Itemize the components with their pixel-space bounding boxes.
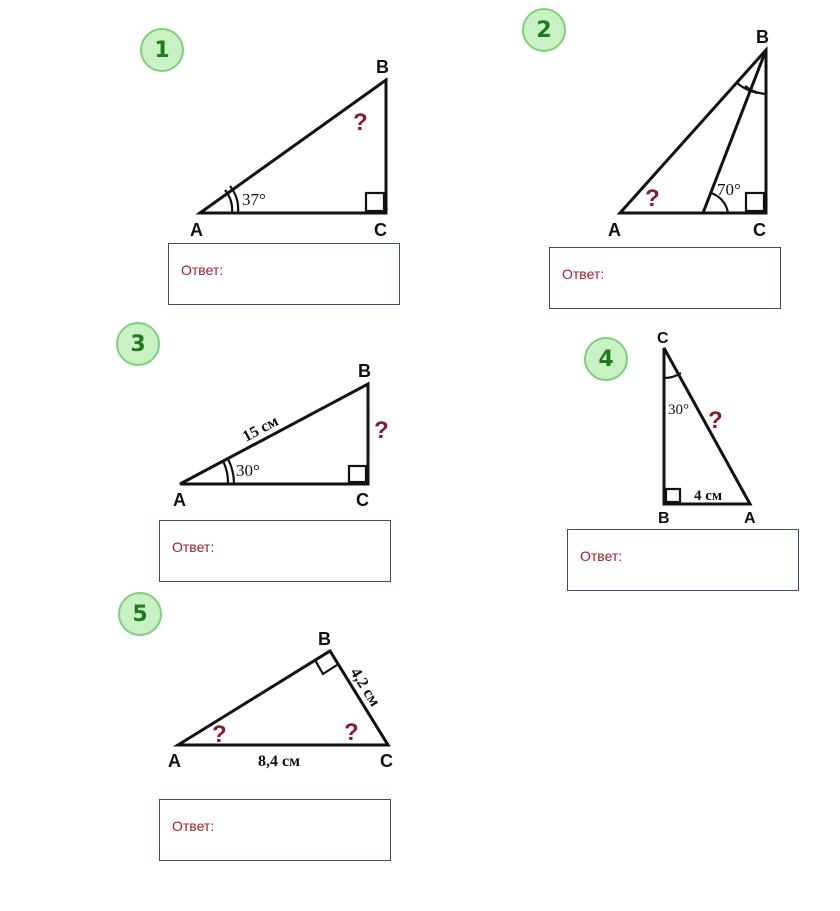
t5-hypotenuse: 8,4 см	[258, 753, 300, 770]
t5-vertex-c: C	[380, 751, 393, 771]
t3-vertex-a: A	[173, 490, 186, 510]
answer-box-4[interactable]	[567, 529, 799, 591]
t3-vertex-b: B	[358, 361, 371, 381]
answer-box-5[interactable]	[159, 799, 391, 861]
triangle-5	[168, 629, 393, 771]
t3-question: ?	[374, 417, 389, 444]
t1-vertex-b: B	[376, 57, 389, 77]
triangle-2	[608, 27, 769, 240]
t5-question-c: ?	[344, 719, 359, 746]
problem-5-badge: 5	[118, 592, 162, 636]
t1-vertex-c: C	[374, 220, 387, 240]
t4-vertex-a: A	[744, 510, 756, 527]
triangle-4	[657, 330, 756, 527]
t2-vertex-b: B	[756, 27, 769, 47]
t2-vertex-c: C	[753, 220, 766, 240]
t2-question: ?	[645, 185, 660, 212]
t4-vertex-c: C	[657, 330, 669, 347]
answer-box-2[interactable]	[549, 247, 781, 309]
answer-label-1: Ответ:	[181, 262, 224, 278]
problem-3-badge: 3	[116, 322, 160, 366]
t2-angle: 70°	[717, 180, 741, 199]
answer-label-4: Ответ:	[580, 548, 623, 564]
t3-hypotenuse: 15 см	[239, 412, 282, 446]
problem-2-badge: 2	[522, 8, 566, 52]
triangle-1	[190, 57, 389, 240]
t4-question: ?	[708, 407, 723, 434]
t1-angle: 37°	[242, 190, 266, 209]
problem-1-badge: 1	[140, 28, 184, 72]
answer-box-3[interactable]	[159, 520, 391, 582]
t3-vertex-c: C	[356, 490, 369, 510]
t4-vertex-b: B	[658, 510, 670, 527]
t2-vertex-a: A	[608, 220, 621, 240]
answer-box-1[interactable]	[168, 243, 400, 305]
t5-question-a: ?	[212, 721, 227, 748]
answer-label-3: Ответ:	[172, 539, 215, 555]
t3-angle: 30°	[236, 461, 260, 480]
t5-leg: 4,2 см	[346, 665, 384, 710]
t1-vertex-a: A	[190, 220, 203, 240]
triangle-3	[173, 361, 389, 510]
t4-angle: 30°	[668, 402, 689, 418]
answer-label-5: Ответ:	[172, 818, 215, 834]
t4-leg: 4 см	[694, 488, 723, 504]
t5-vertex-b: B	[318, 629, 331, 649]
t1-question: ?	[353, 109, 368, 136]
answer-label-2: Ответ:	[562, 266, 605, 282]
problem-4-badge: 4	[584, 337, 628, 381]
t5-vertex-a: A	[168, 751, 181, 771]
